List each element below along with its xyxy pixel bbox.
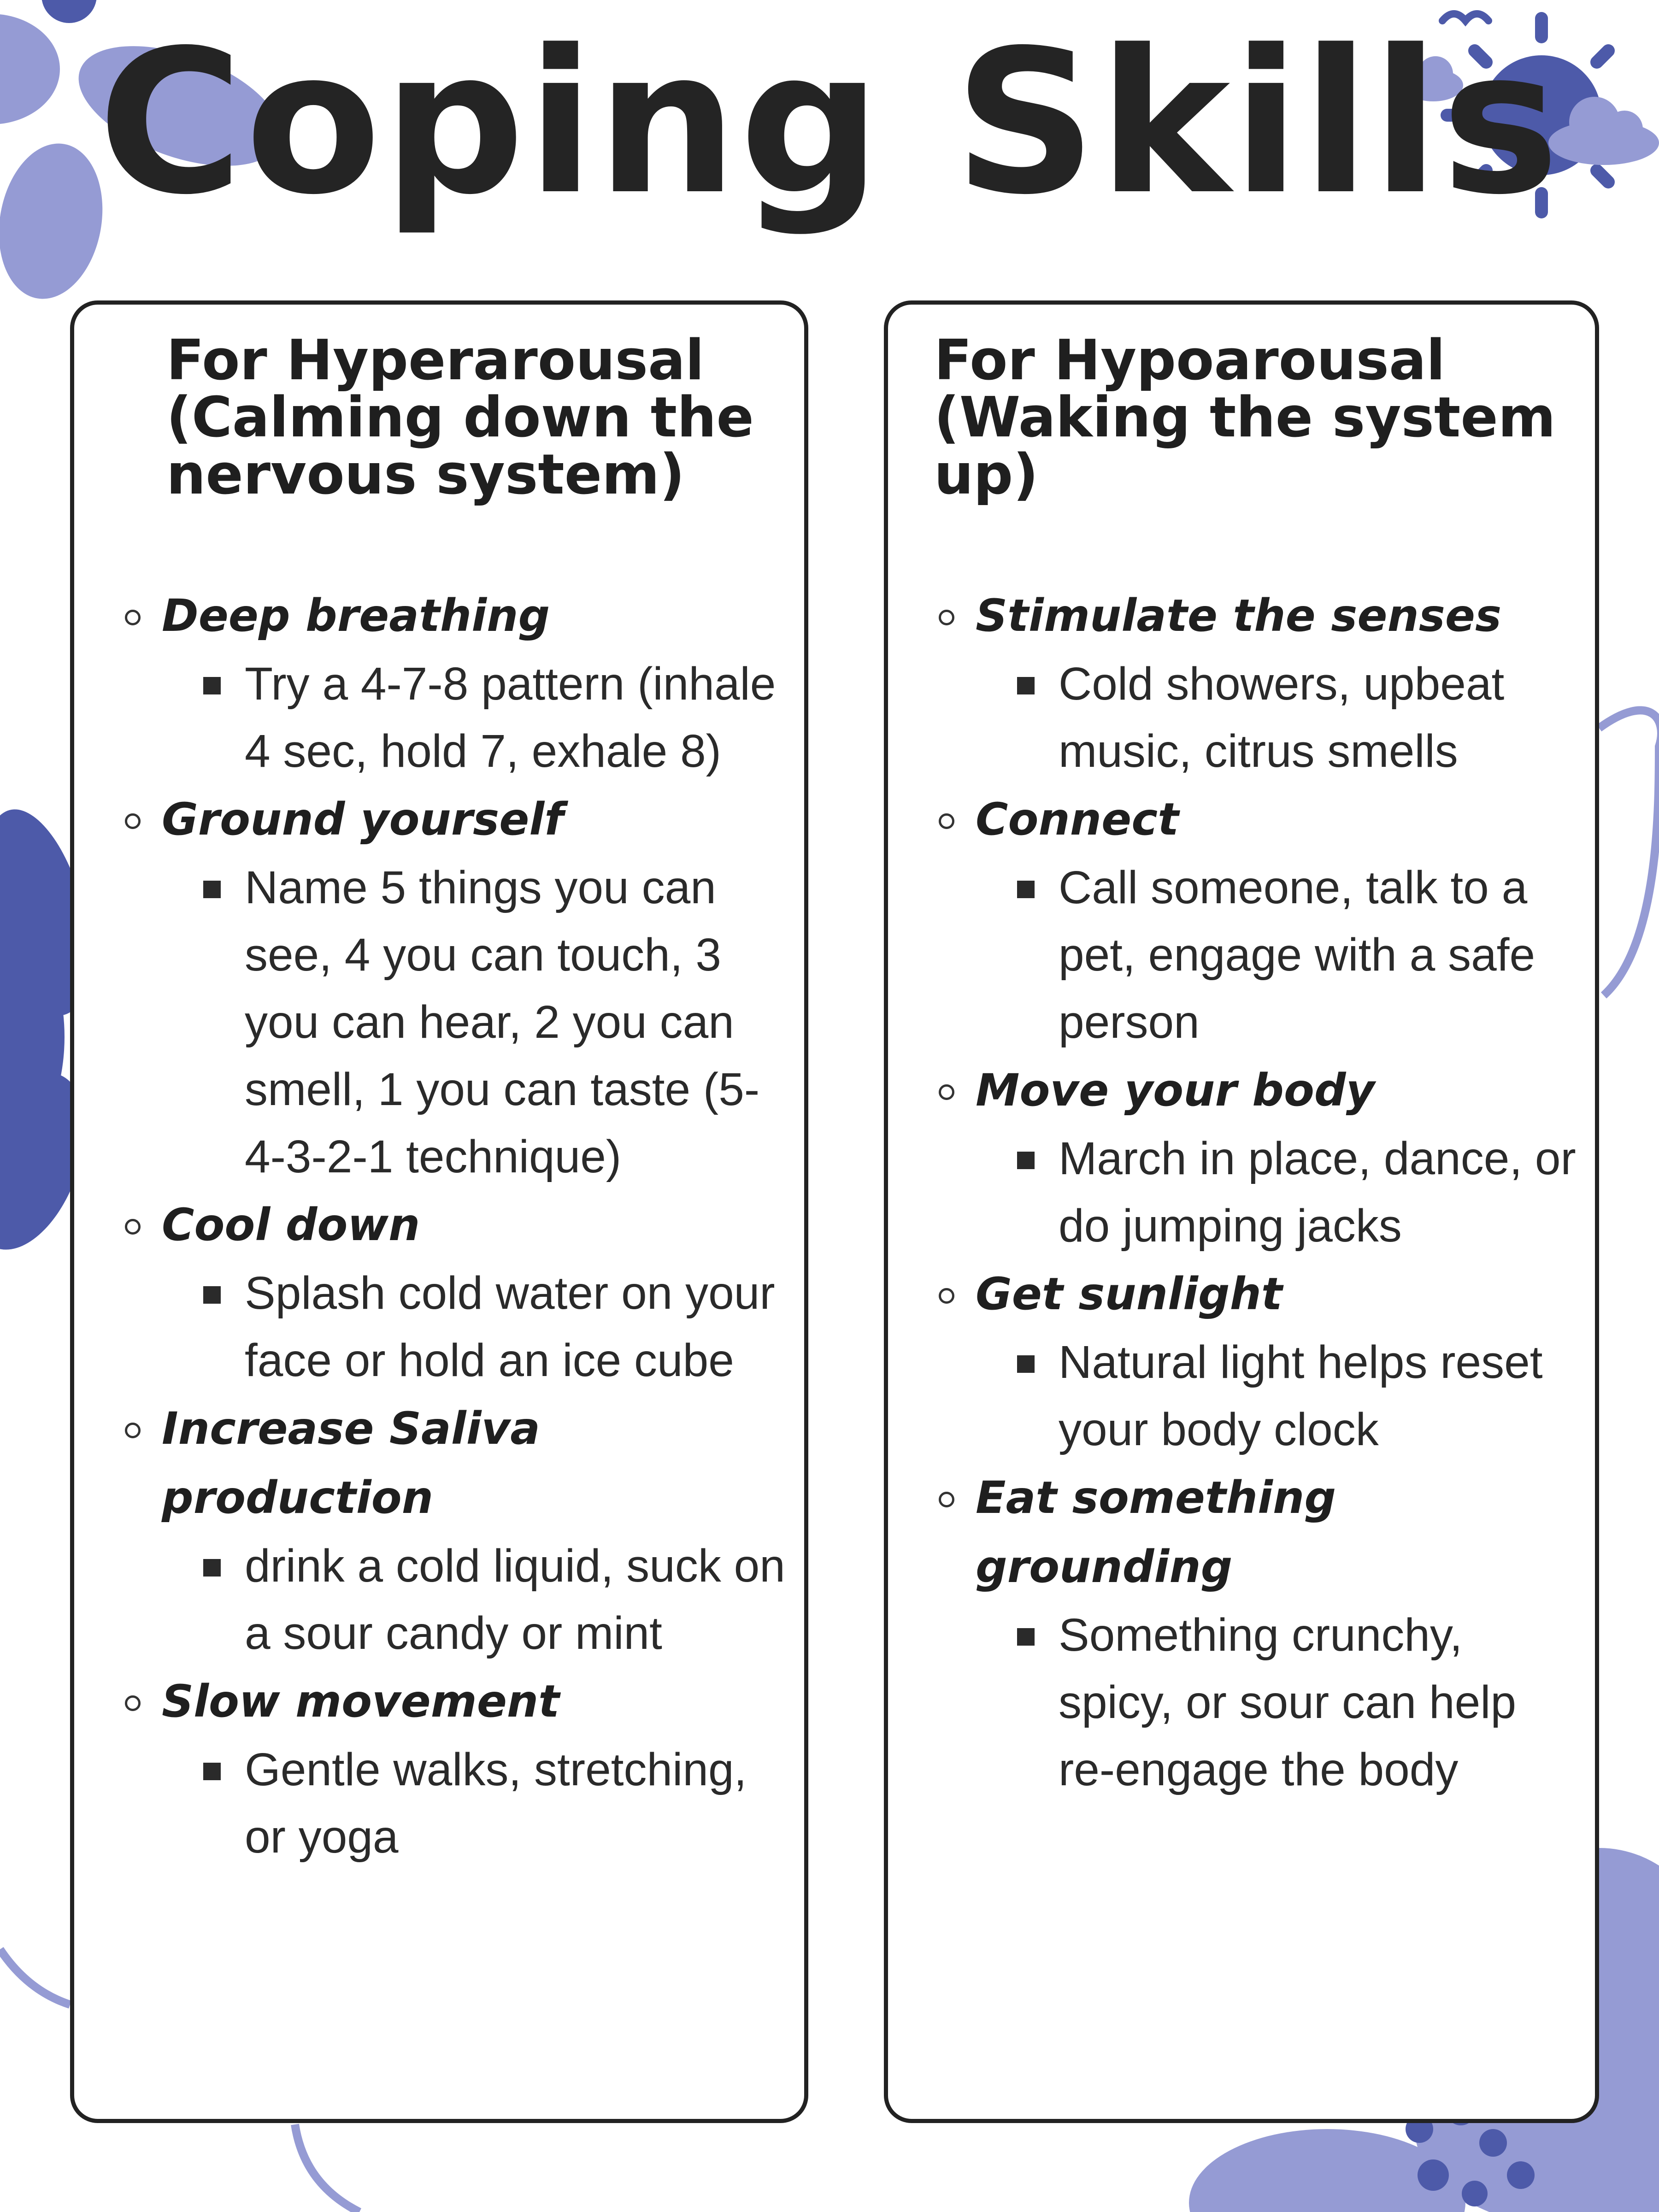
list-item: [125, 1190, 798, 1394]
list-item: [125, 1394, 798, 1667]
hyperarousal-list: [125, 581, 798, 1871]
list-item: [125, 1667, 798, 1871]
item-label: Connect: [939, 785, 1593, 854]
item-label: Get sunlight: [939, 1259, 1593, 1329]
item-label: Increase Saliva production: [125, 1394, 798, 1532]
item-label: Cool down: [125, 1190, 798, 1259]
list-item: [939, 581, 1593, 785]
item-label: Deep breathing: [125, 581, 798, 650]
arc-right-icon: [1599, 710, 1659, 995]
item-detail: Call someone, talk to a pet, engage with a safe person: [939, 854, 1593, 1056]
hypoarousal-heading: For Hypoarousal (Waking the system up): [934, 329, 1556, 507]
hypoarousal-panel: [884, 300, 1599, 2123]
item-detail: Gentle walks, stretching, or yoga: [125, 1736, 798, 1871]
list-item: [939, 1259, 1593, 1463]
item-detail: March in place, dance, or do jumping jacks: [939, 1125, 1593, 1259]
item-detail: Try a 4-7-8 pattern (inhale 4 sec, hold 7, exhale 8): [125, 650, 798, 785]
list-item: [125, 581, 798, 785]
item-label: Stimulate the senses: [939, 581, 1593, 650]
list-item: [125, 785, 798, 1190]
item-detail: Cold showers, upbeat music, citrus smells: [939, 650, 1593, 785]
item-detail: drink a cold liquid, suck on a sour candy or mint: [125, 1532, 798, 1667]
list-item: [939, 1463, 1593, 1803]
item-detail: Natural light helps reset your body clock: [939, 1329, 1593, 1463]
item-detail: Splash cold water on your face or hold an ice cube: [125, 1259, 798, 1394]
item-label: Move your body: [939, 1056, 1593, 1125]
hypoarousal-list: [939, 581, 1593, 1803]
item-label: Slow movement: [125, 1667, 798, 1736]
page-title: Coping Skills: [98, 8, 1561, 238]
list-item: [939, 1056, 1593, 1259]
hyperarousal-heading: For Hyperarousal (Calming down the nervous system): [166, 329, 754, 507]
item-label: Eat something grounding: [939, 1463, 1593, 1601]
hyperarousal-panel: [70, 300, 808, 2123]
arc-bottom-left-icon: [0, 1949, 70, 2005]
item-label: Ground yourself: [125, 785, 798, 854]
list-item: [939, 785, 1593, 1056]
item-detail: Name 5 things you can see, 4 you can touch, 3 you can hear, 2 you can smell, 1 you can taste (5-4-3-2-1 technique): [125, 854, 798, 1190]
item-detail: Something crunchy, spicy, or sour can help re-engage the body: [939, 1601, 1593, 1803]
